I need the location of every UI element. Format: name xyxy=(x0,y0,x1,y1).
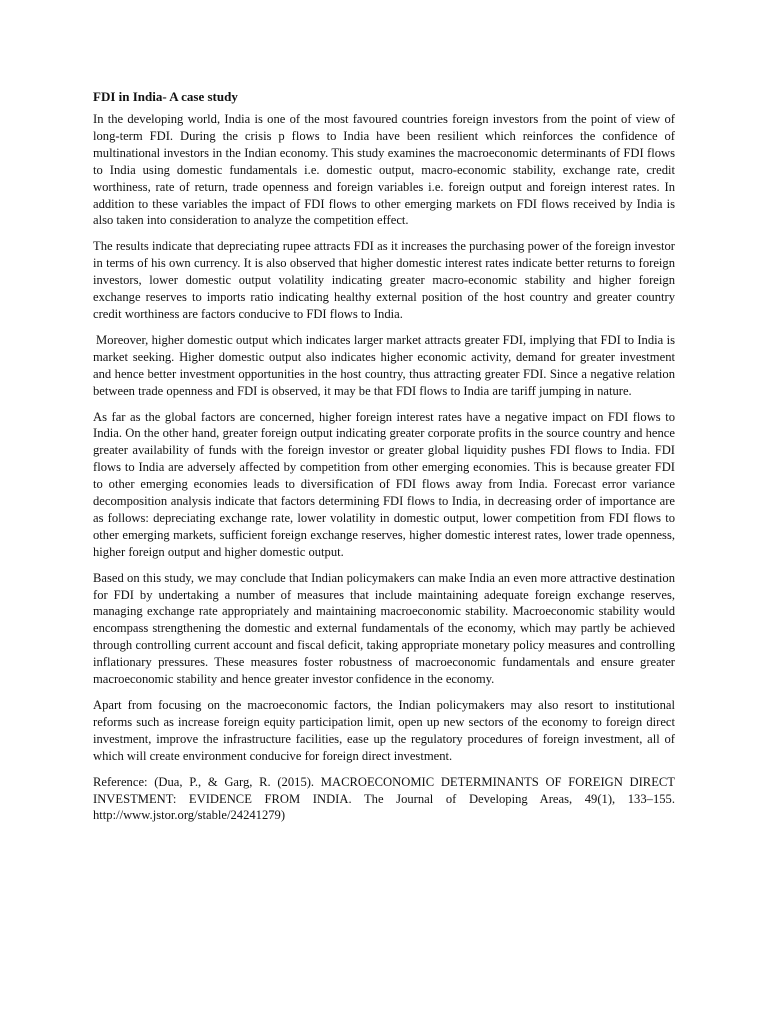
paragraph-conclusion: Based on this study, we may conclude that Indian policymakers can make India an even more attractive destination for FDI by undertaking a number of measures that include maintaining adequate foreign exchange reserves, managing exchange rate appropriately and maintaining macroeconomic stability. Macroeconomic stability would encompass strengthening the domestic and external fundamentals of the economy, which may partly be achieved through controlling current account and fiscal deficit, taking appropriate monetary policy measures and controlling inflationary pressures. These measures foster robustness of macroeconomic fundamentals and ensure greater macroeconomic stability and hence greater investor confidence in the economy. xyxy=(93,570,675,687)
reference-citation: Reference: (Dua, P., & Garg, R. (2015). MACROECONOMIC DETERMINANTS OF FOREIGN DIRECT INVESTMENT: EVIDENCE FROM INDIA. The Journal of Developing Areas, 49(1), 133–155. http://www.jstor.org/stable/24241279) xyxy=(93,774,675,823)
paragraph-global-factors: As far as the global factors are concerned, higher foreign interest rates have a negative impact on FDI flows to India. On the other hand, greater foreign output indicating greater corporate profits in the source country and hence greater availability of funds with the foreign investor or greater global liquidity pushes FDI flows to India. FDI flows to India are adversely affected by competition from other emerging economies. This is because greater FDI to other emerging economies leads to diversification of FDI flows away from India. Forecast error variance decomposition analysis indicate that factors determining FDI flows to India, in decreasing order of importance are as follows: depreciating exchange rate, lower volatility in domestic output, lower competition from FDI flows to other emerging markets, sufficient foreign exchange reserves, higher domestic interest rates, lower trade openness, higher foreign output and higher domestic output. xyxy=(93,409,675,559)
document-title: FDI in India- A case study xyxy=(93,89,238,104)
paragraph-institutional-reforms: Apart from focusing on the macroeconomic factors, the Indian policymakers may also resort to institutional reforms such as increase foreign equity participation limit, open up new sectors of the economy to foreign direct investment, improve the infrastructure facilities, ease up the regulatory procedures of foreign investment, all of which will create environment conducive for foreign direct investment. xyxy=(93,698,675,763)
paragraph-results: The results indicate that depreciating rupee attracts FDI as it increases the purchasing power of the foreign investor in terms of his own currency. It is also observed that higher domestic interest rates indicate better returns to foreign investors, lower domestic output volatility indicating greater macro-economic stability and higher foreign exchange reserves to imports ratio indicating healthy external position of the host country and greater country credit worthiness are factors conducive to FDI flows to India. xyxy=(93,239,675,321)
paragraph-intro: In the developing world, India is one of the most favoured countries foreign investors from the point of view of long-term FDI. During the crisis p flows to India have been resilient which reinforces the confidence of multinational investors in the Indian economy. This study examines the macroeconomic determinants of FDI flows to India using domestic fundamentals i.e. domestic output, macro-economic stability, exchange rate, credit worthiness, rate of return, trade openness and foreign variables i.e. foreign output and foreign interest rates. In addition to these variables the impact of FDI flows to other emerging markets on FDI flows received by India is also taken into consideration to analyze the competition effect. xyxy=(93,112,675,228)
paragraph-domestic-output: Moreover, higher domestic output which indicates larger market attracts greater FDI, implying that FDI to India is market seeking. Higher domestic output also indicates higher economic activity, demand for greater investment and hence better investment opportunities in the host country, thus attracting greater FDI. Since a negative relation between trade openness and FDI is observed, it may be that FDI flows to India are tariff jumping in nature. xyxy=(93,332,675,398)
document-page xyxy=(93,88,675,824)
